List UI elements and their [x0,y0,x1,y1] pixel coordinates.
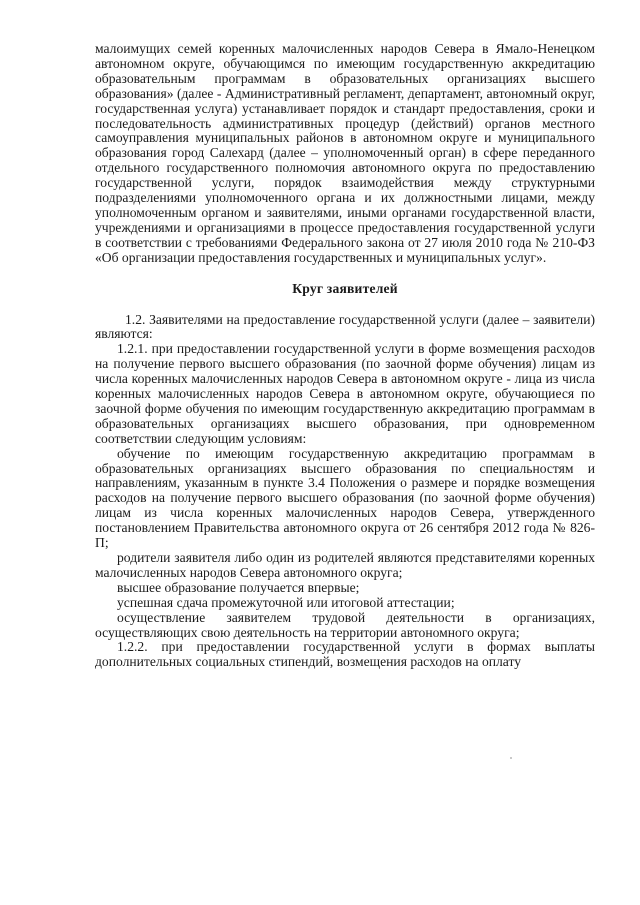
paragraph-1-2-1: 1.2.1. при предоставлении государственной услуги в форме возмещения расходов на получение первого высшего образования (по заочной форме обучения) лицам из числа коренных малочисленных народов Севера в автономном округе - лица из числа коренных малочисленных народов Севера в автономном округе, обучающиеся по заочной форме обучения по имеющим государственную аккредитацию программам в образовательных организациях высшего образования, при одновременном соответствии следующим условиям: [95,341,595,446]
intro-paragraph: малоимущих семей коренных малочисленных народов Севера в Ямало-Ненецком автономном округе, обучающимся по имеющим государственную аккредитацию образовательным программам в образовательных организациях высшего образования» (далее - Административный регламент, департамент, автономный округ, государственная услуга) устанавливает порядок и стандарт предоставления, сроки и последовательность административных процедур (действий) органов местного самоуправления муниципальных районов в автономном округе и муниципального образования город Салехард (далее – уполномоченный орган) в сфере переданного отдельного государственного полномочия автономного округа по предоставлению государственной услуги, порядок взаимодействия между структурными подразделениями уполномоченного органа и их должностными лицами, между уполномоченным органом и заявителями, иными органами государственной власти, учреждениями и организациями в процессе предоставления государственной услуги в соответствии с требованиями Федерального закона от 27 июля 2010 года № 210-ФЗ «Об организации предоставления государственных и муниципальных услуг». [95,41,595,265]
condition-parents: родители заявителя либо один из родителей являются представителями коренных малочисленных народов Севера автономного округа; [95,550,595,580]
section-heading: Круг заявителей [292,280,398,296]
document-body [95,42,595,670]
scan-speck [510,757,512,759]
condition-first-education: высшее образование получается впервые; [117,579,360,595]
paragraph-1-2: 1.2. Заявителями на предоставление государственной услуги (далее – заявители) являются: [95,311,595,342]
condition-attestation: успешная сдача промежуточной или итоговой аттестации; [117,594,455,610]
condition-employment: осуществление заявителем трудовой деятельности в организациях, осуществляющих свою деятельность на территории автономного округа; [95,609,595,640]
paragraph-1-2-2: 1.2.2. при предоставлении государственной услуги в формах выплаты дополнительных социальных стипендий, возмещения расходов на оплату [95,639,595,670]
condition-accreditation: обучение по имеющим государственную аккредитацию программам в образовательных организациях высшего образования по специальностям и направлениям, указанным в пункте 3.4 Положения о размере и порядке возмещения расходов на получение первого высшего образования (по заочной форме обучения) лицам из числа коренных малочисленных народов Севера, утвержденного постановлением Правительства автономного округа от 26 сентября 2012 года № 826-П; [95,445,595,551]
